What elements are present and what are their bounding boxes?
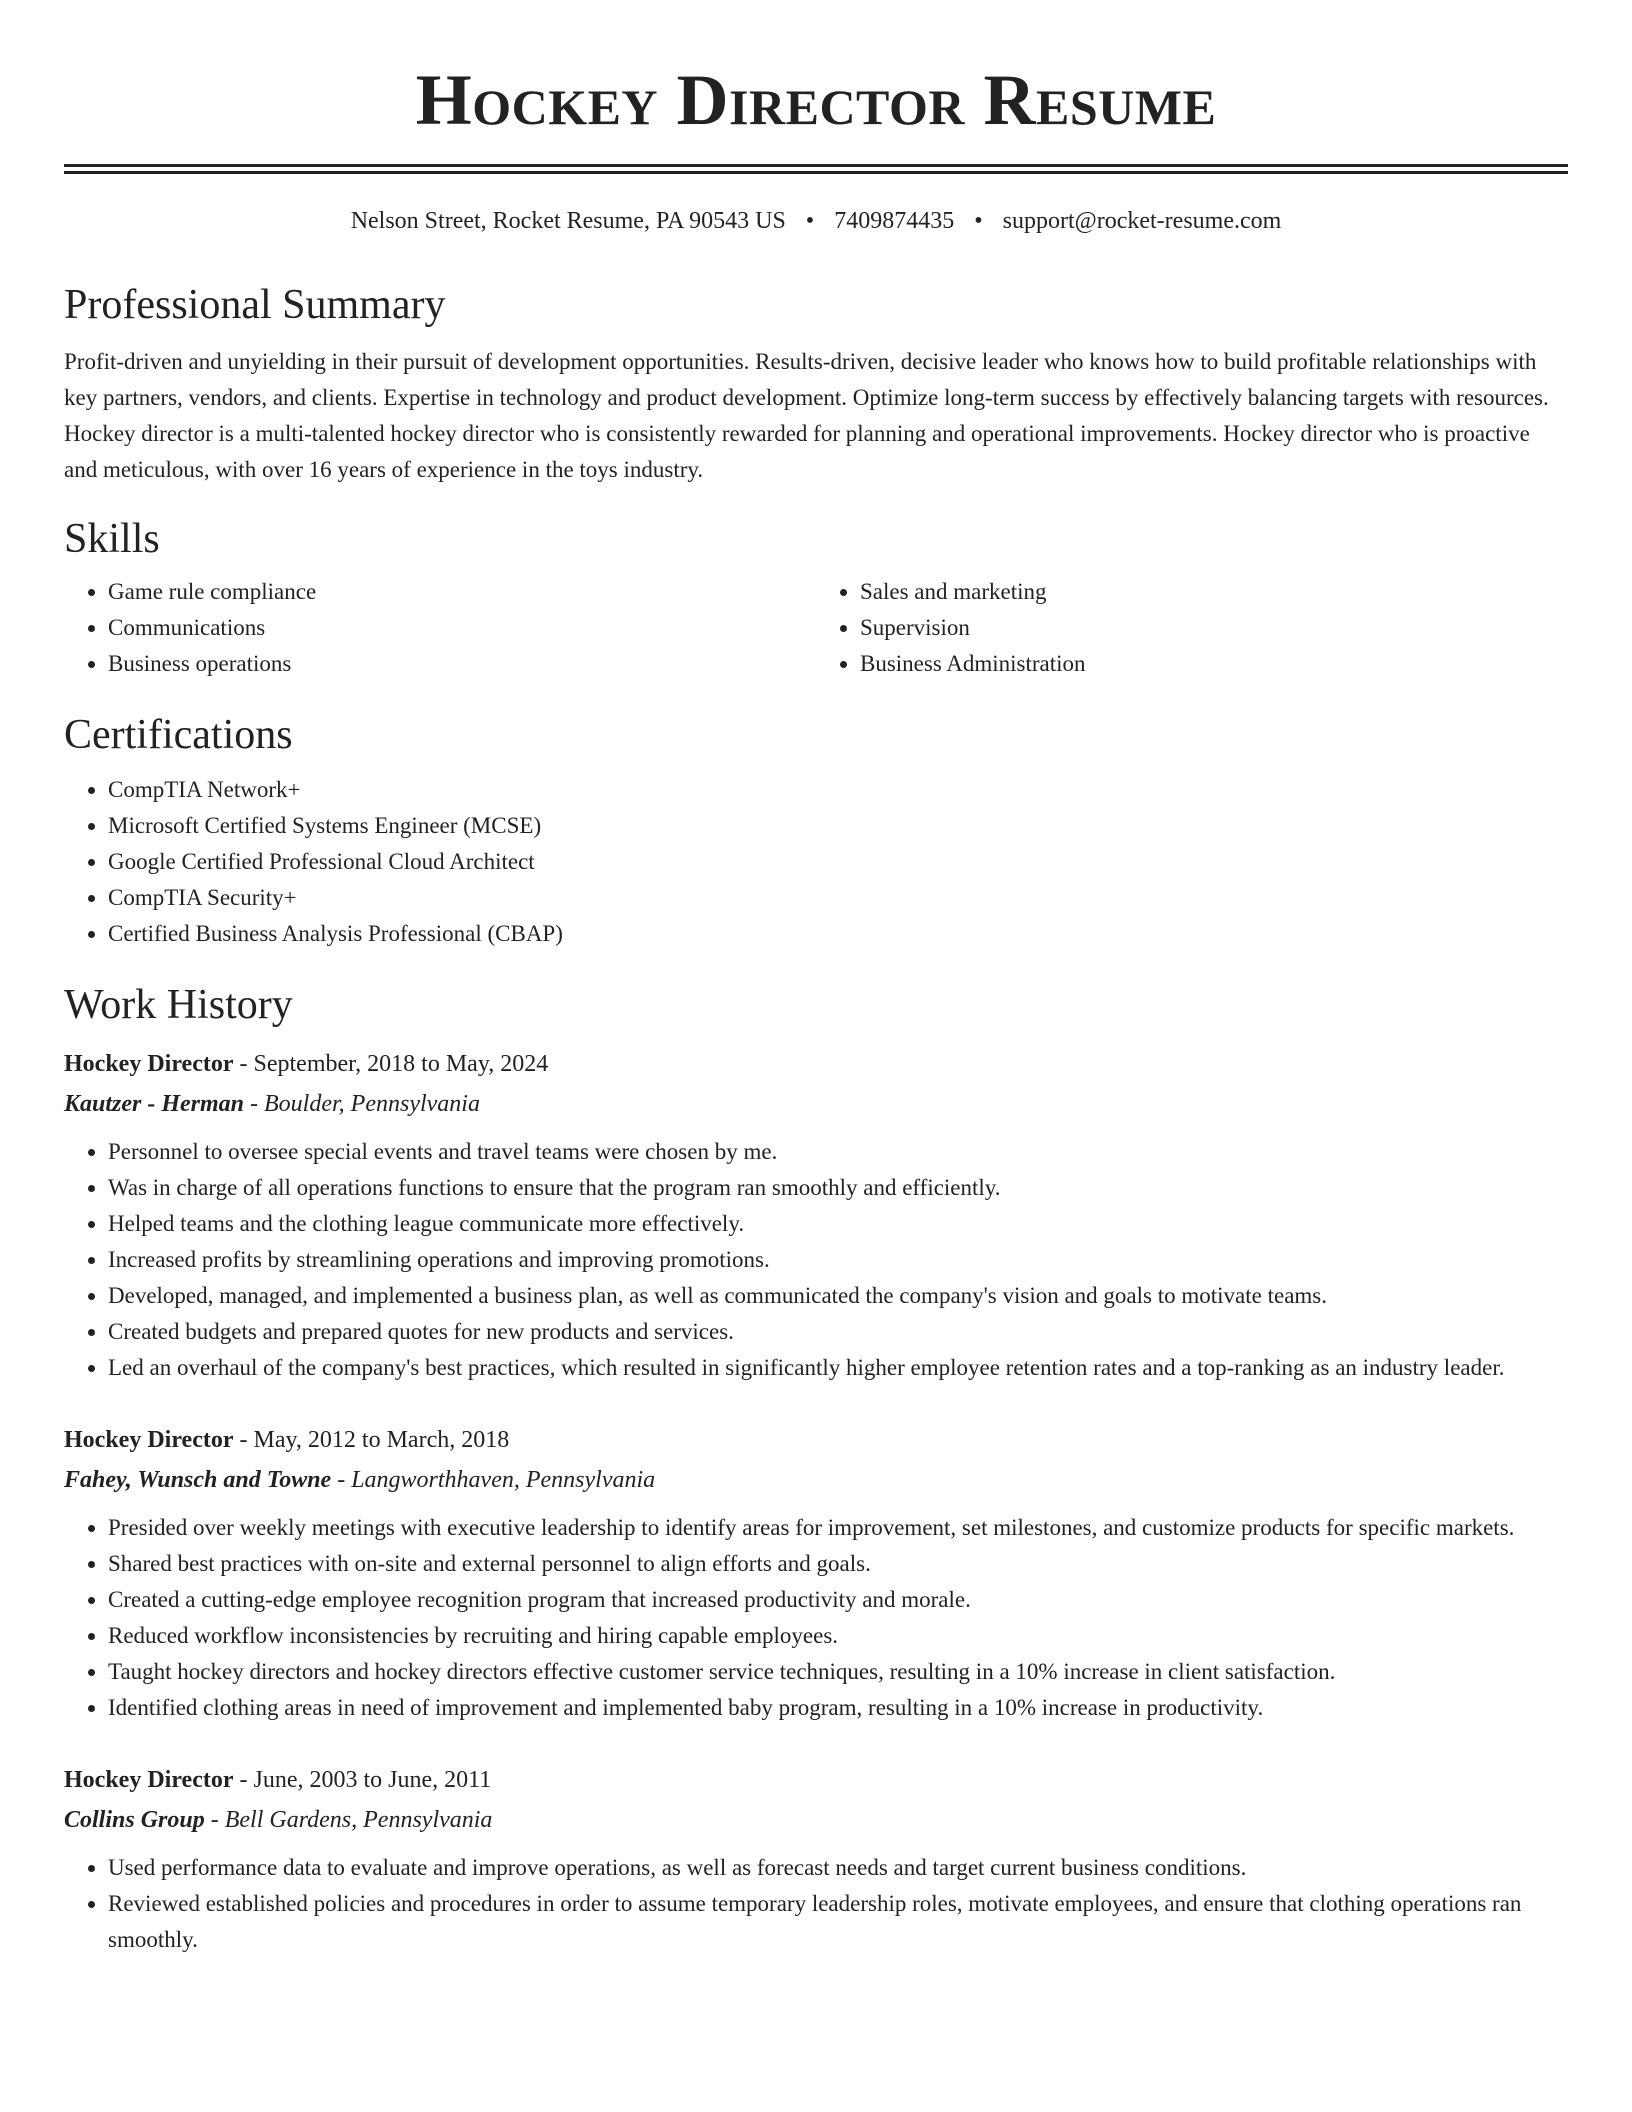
skill-item: • Business Administration bbox=[860, 646, 1568, 682]
work-history-heading: Work History bbox=[64, 982, 293, 1028]
job-entry bbox=[64, 1760, 1568, 1958]
job-company-line bbox=[64, 1460, 1568, 1500]
job-bullet: • Increased profits by streamlining operations and improving promotions. bbox=[108, 1242, 1568, 1278]
job-bullet: • Reviewed established policies and procedures in order to assume temporary leadership roles, motivate employees, and ensure that clothing operations ran smoothly. bbox=[108, 1886, 1568, 1958]
job-title-line bbox=[64, 1420, 1568, 1460]
skills-list-right bbox=[816, 574, 1568, 682]
job-location: - Bell Gardens, Pennsylvania bbox=[204, 1807, 493, 1833]
skills-heading: Skills bbox=[64, 516, 160, 562]
job-company: Kautzer - Herman bbox=[64, 1091, 245, 1117]
skill-item: • Business operations bbox=[108, 646, 816, 682]
certification-item: • Microsoft Certified Systems Engineer (MCSE) bbox=[108, 808, 1568, 844]
skill-item: • Sales and marketing bbox=[860, 574, 1568, 610]
job-bullet: • Taught hockey directors and hockey directors effective customer service techniques, resulting in a 10% increase in client satisfaction. bbox=[108, 1654, 1568, 1690]
job-entry bbox=[64, 1420, 1568, 1726]
job-bullet: • Led an overhaul of the company's best practices, which resulted in significantly higher employee retention rates and a top-ranking as an industry leader. bbox=[108, 1350, 1568, 1386]
contact-line bbox=[64, 206, 1568, 236]
certifications-list bbox=[64, 772, 1568, 952]
job-bullet: • Identified clothing areas in need of improvement and implemented baby program, resulting in a 10% increase in productivity. bbox=[108, 1690, 1568, 1726]
job-company-line bbox=[64, 1084, 1568, 1124]
contact-address: Nelson Street, Rocket Resume, PA 90543 US bbox=[350, 208, 786, 234]
certification-item: • Google Certified Professional Cloud Architect bbox=[108, 844, 1568, 880]
job-bullet: • Shared best practices with on-site and external personnel to align efforts and goals. bbox=[108, 1546, 1568, 1582]
skill-item: • Communications bbox=[108, 610, 816, 646]
job-bullets bbox=[64, 1510, 1568, 1726]
job-company: Fahey, Wunsch and Towne bbox=[64, 1467, 332, 1493]
job-dates: - May, 2012 to March, 2018 bbox=[233, 1427, 510, 1453]
page-title: Hockey Director Resume bbox=[415, 60, 1217, 140]
title-double-rule bbox=[64, 164, 1568, 174]
job-bullet: • Was in charge of all operations functions to ensure that the program ran smoothly and efficiently. bbox=[108, 1170, 1568, 1206]
certification-item: • CompTIA Security+ bbox=[108, 880, 1568, 916]
job-location: - Boulder, Pennsylvania bbox=[244, 1091, 480, 1117]
job-bullets bbox=[64, 1134, 1568, 1386]
job-entry bbox=[64, 1044, 1568, 1386]
job-bullet: • Used performance data to evaluate and improve operations, as well as forecast needs and target current business conditions. bbox=[108, 1850, 1568, 1886]
job-company: Collins Group bbox=[64, 1807, 205, 1833]
job-title: Hockey Director bbox=[64, 1051, 234, 1077]
job-title: Hockey Director bbox=[64, 1767, 234, 1793]
job-title-line bbox=[64, 1760, 1568, 1800]
job-bullet: • Helped teams and the clothing league communicate more effectively. bbox=[108, 1206, 1568, 1242]
job-bullets bbox=[64, 1850, 1568, 1958]
job-bullet: • Created a cutting-edge employee recognition program that increased productivity and morale. bbox=[108, 1582, 1568, 1618]
job-company-line bbox=[64, 1800, 1568, 1840]
job-bullet: • Created budgets and prepared quotes for new products and services. bbox=[108, 1314, 1568, 1350]
job-bullet: • Personnel to oversee special events and travel teams were chosen by me. bbox=[108, 1134, 1568, 1170]
job-location: - Langworthhaven, Pennsylvania bbox=[331, 1467, 656, 1493]
skills-columns bbox=[64, 574, 1568, 682]
summary-heading: Professional Summary bbox=[64, 282, 446, 328]
job-dates: - September, 2018 to May, 2024 bbox=[233, 1051, 549, 1077]
job-title-line bbox=[64, 1044, 1568, 1084]
certifications-heading: Certifications bbox=[64, 712, 293, 758]
job-bullet: • Developed, managed, and implemented a business plan, as well as communicated the company's vision and goals to motivate teams. bbox=[108, 1278, 1568, 1314]
contact-email: support@rocket-resume.com bbox=[1002, 208, 1282, 234]
job-bullet: • Presided over weekly meetings with executive leadership to identify areas for improvement, set milestones, and customize products for specific markets. bbox=[108, 1510, 1568, 1546]
contact-phone: 7409874435 bbox=[834, 208, 955, 234]
skills-list-left bbox=[64, 574, 816, 682]
job-title: Hockey Director bbox=[64, 1427, 234, 1453]
skill-item: • Supervision bbox=[860, 610, 1568, 646]
contact-separator: • bbox=[805, 208, 815, 234]
skill-item: • Game rule compliance bbox=[108, 574, 816, 610]
resume-page bbox=[64, 0, 1568, 1958]
certification-item: • Certified Business Analysis Professional (CBAP) bbox=[108, 916, 1568, 952]
job-bullet: • Reduced workflow inconsistencies by recruiting and hiring capable employees. bbox=[108, 1618, 1568, 1654]
summary-text: Profit-driven and unyielding in their pursuit of development opportunities. Results-driven, decisive leader who knows how to build profitable relationships with key partners, vendors, and clients. Expertise in technology and product development. Optimize long-term success by effectively balancing targets with resources. Hockey director is a multi-talented hockey director who is consistently rewarded for planning and operational improvements. Hockey director who is proactive and meticulous, with over 16 years of experience in the toys industry. bbox=[64, 349, 1549, 482]
certification-item: • CompTIA Network+ bbox=[108, 772, 1568, 808]
job-dates: - June, 2003 to June, 2011 bbox=[233, 1767, 492, 1793]
contact-separator: • bbox=[974, 208, 983, 234]
